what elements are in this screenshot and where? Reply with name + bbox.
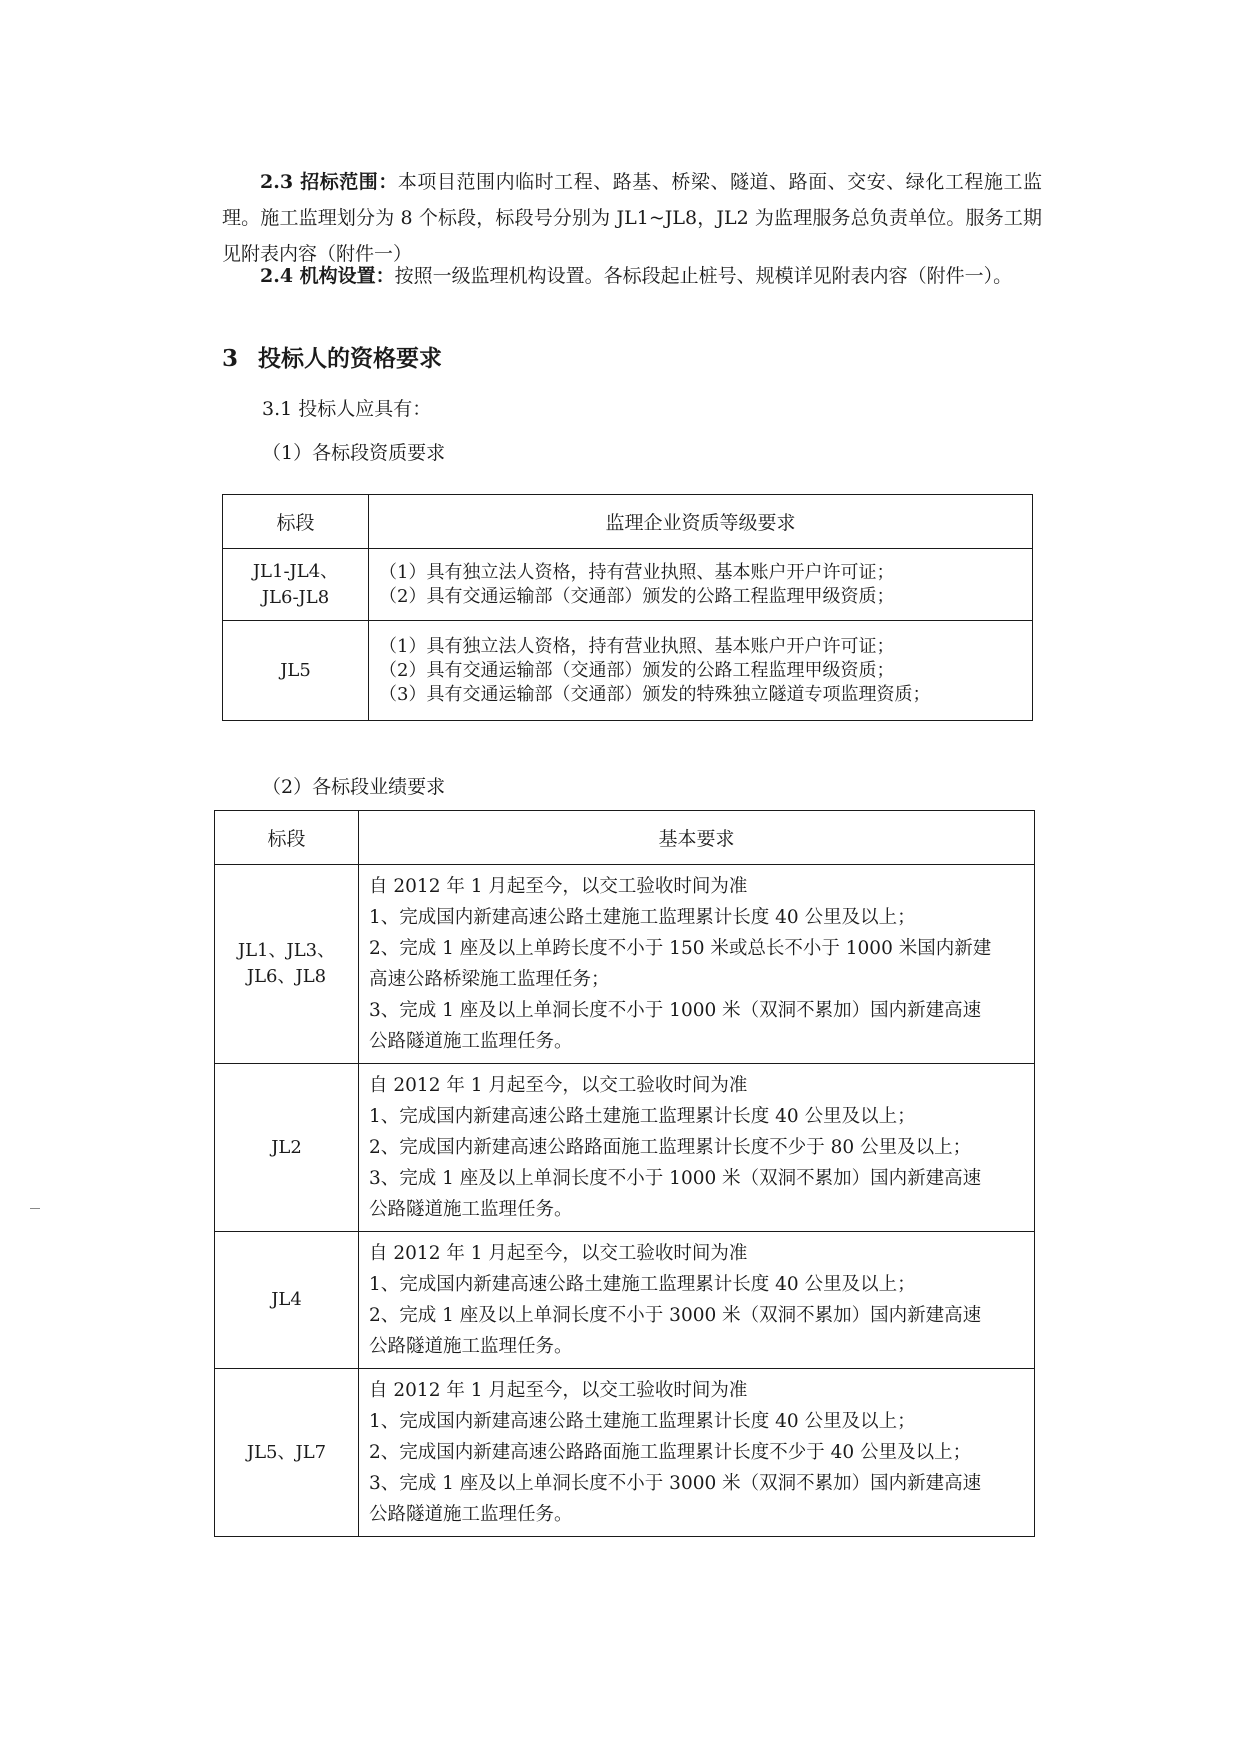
segment-line: JL6-JL8 [261, 586, 330, 608]
requirement-cell [369, 621, 1033, 721]
section-3-title: 投标人的资格要求 [258, 345, 442, 372]
table2-caption: （2）各标段业绩要求 [262, 776, 446, 798]
section-2-3-label: 2.3 招标范围： [260, 171, 398, 193]
header-segment: 标段 [215, 811, 359, 865]
requirement-line: 2、完成 1 座及以上单跨长度不小于 150 米或总长不小于 1000 米国内新建 [369, 938, 992, 959]
table-row [215, 865, 1035, 1064]
table-row [223, 549, 1033, 621]
requirement-line: （1）具有独立法人资格，持有营业执照、基本账户开户许可证； [379, 635, 895, 657]
segment-cell [215, 1064, 359, 1232]
header-segment: 标段 [223, 495, 369, 549]
requirement-line: （3）具有交通运输部（交通部）颁发的特殊独立隧道专项监理资质； [379, 683, 931, 705]
requirement-line: 1、完成国内新建高速公路土建施工监理累计长度 40 公里及以上； [369, 907, 916, 928]
requirement-line: 自 2012 年 1 月起至今，以交工验收时间为准 [369, 1075, 748, 1096]
section-3-heading [222, 340, 442, 373]
requirement-line: 3、完成 1 座及以上单洞长度不小于 1000 米（双洞不累加）国内新建高速 [369, 1000, 982, 1021]
requirement-cell [359, 865, 1035, 1064]
header-requirement: 监理企业资质等级要求 [369, 495, 1033, 549]
paragraph-2-3 [222, 164, 1042, 272]
qualification-table [222, 494, 1033, 721]
table-row [215, 1064, 1035, 1232]
segment-cell [223, 549, 369, 621]
segment-cell [223, 621, 369, 721]
table-row [223, 621, 1033, 721]
scan-mark [30, 1208, 40, 1209]
requirement-cell [359, 1232, 1035, 1369]
segment-line: JL6、JL8 [246, 966, 327, 987]
section-2-4-text: 按照一级监理机构设置。各标段起止桩号、规模详见附表内容（附件一）。 [394, 265, 1013, 287]
segment-cell [215, 865, 359, 1064]
requirement-line: 2、完成国内新建高速公路路面施工监理累计长度不少于 80 公里及以上； [369, 1137, 972, 1158]
performance-table [214, 810, 1035, 1537]
requirement-line: 3、完成 1 座及以上单洞长度不小于 3000 米（双洞不累加）国内新建高速 [369, 1473, 982, 1494]
table-header-row [223, 495, 1033, 549]
segment-line: JL1、JL3、 [237, 940, 336, 961]
segment-line: JL5 [280, 659, 311, 681]
requirement-line: 自 2012 年 1 月起至今，以交工验收时间为准 [369, 876, 748, 897]
requirement-line: 1、完成国内新建高速公路土建施工监理累计长度 40 公里及以上； [369, 1106, 916, 1127]
requirement-line: 自 2012 年 1 月起至今，以交工验收时间为准 [369, 1243, 748, 1264]
requirement-line: 公路隧道施工监理任务。 [369, 1031, 573, 1052]
table-row [215, 1232, 1035, 1369]
requirement-line: 公路隧道施工监理任务。 [369, 1336, 573, 1357]
segment-line: JL1-JL4、 [252, 560, 339, 582]
requirement-line: 2、完成 1 座及以上单洞长度不小于 3000 米（双洞不累加）国内新建高速 [369, 1305, 982, 1326]
segment-cell [215, 1232, 359, 1369]
table-row [215, 1369, 1035, 1537]
requirement-cell [359, 1369, 1035, 1537]
requirement-line: （1）具有独立法人资格，持有营业执照、基本账户开户许可证； [379, 561, 895, 583]
requirement-line: 公路隧道施工监理任务。 [369, 1504, 573, 1525]
requirement-line: （2）具有交通运输部（交通部）颁发的公路工程监理甲级资质； [379, 585, 895, 607]
requirement-line: 1、完成国内新建高速公路土建施工监理累计长度 40 公里及以上； [369, 1411, 916, 1432]
requirement-line: 自 2012 年 1 月起至今，以交工验收时间为准 [369, 1380, 748, 1401]
table1-caption: （1）各标段资质要求 [262, 442, 446, 464]
segment-line: JL5、JL7 [246, 1441, 327, 1463]
requirement-line: 1、完成国内新建高速公路土建施工监理累计长度 40 公里及以上； [369, 1274, 916, 1295]
table-header-row [215, 811, 1035, 865]
segment-cell [215, 1369, 359, 1537]
requirement-line: 公路隧道施工监理任务。 [369, 1199, 573, 1220]
requirement-cell [359, 1064, 1035, 1232]
paragraph-2-4 [222, 258, 1042, 294]
requirement-line: （2）具有交通运输部（交通部）颁发的公路工程监理甲级资质； [379, 659, 895, 681]
segment-line: JL2 [271, 1136, 302, 1158]
section-2-3-text: 本项目范围内临时工程、路基、桥梁、隧道、路面、交安、绿化工程施工监理。施工监理划分为 8 个标段，标段号分别为 JL1~JL8，JL2 为监理服务总负责单位。服务工期见附表内容（附件一） [222, 171, 1042, 265]
requirement-line: 2、完成国内新建高速公路路面施工监理累计长度不少于 40 公里及以上； [369, 1442, 972, 1463]
section-3-1-text: 3.1 投标人应具有： [262, 398, 432, 420]
header-requirement: 基本要求 [359, 811, 1035, 865]
requirement-cell [369, 549, 1033, 621]
section-2-4-label: 2.4 机构设置： [260, 265, 395, 287]
requirement-line: 3、完成 1 座及以上单洞长度不小于 1000 米（双洞不累加）国内新建高速 [369, 1168, 982, 1189]
section-3-number: 3 [222, 345, 239, 372]
segment-line: JL4 [271, 1289, 302, 1310]
requirement-line: 高速公路桥梁施工监理任务； [369, 969, 610, 990]
